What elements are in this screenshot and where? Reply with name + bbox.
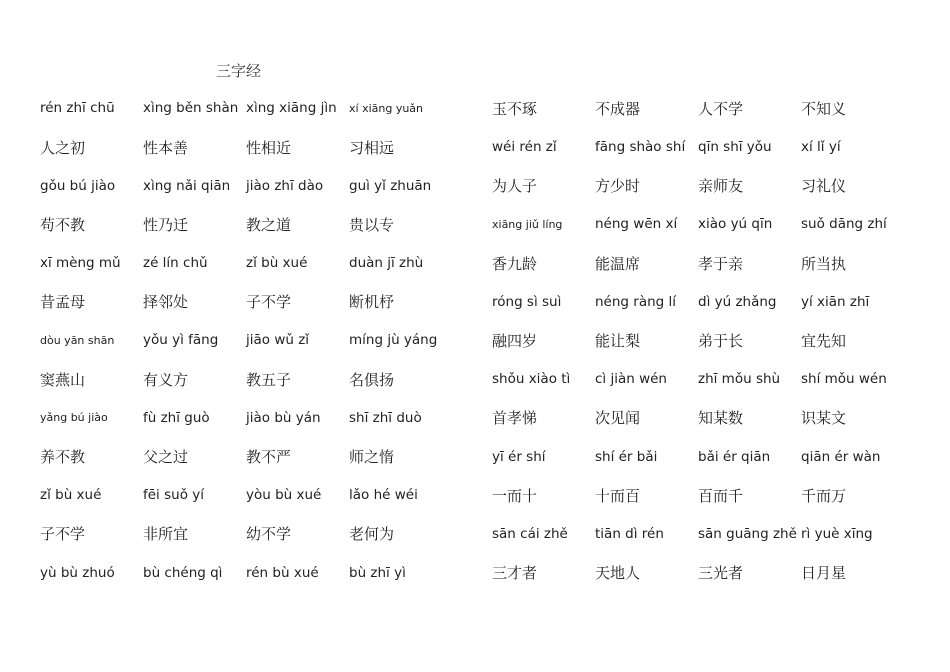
pinyin-cell: zé lín chǔ [143,255,208,272]
pinyin-cell: xí xiāng yuǎn [349,101,424,115]
pinyin-cell: yǎng bú jiào [40,411,108,425]
pinyin-cell: dì yú zhǎng [698,293,777,310]
hanzi-cell: 名俱扬 [349,370,395,389]
hanzi-cell: 天地人 [595,564,641,583]
hanzi-cell: 教之道 [246,215,292,234]
hanzi-cell: 人之初 [40,138,86,157]
pinyin-cell: xī mèng mǔ [40,255,121,272]
hanzi-cell: 次见闻 [595,409,641,428]
pinyin-cell: yòu bù xué [246,487,322,504]
pinyin-cell: shí ér bǎi [595,448,658,465]
hanzi-cell: 方少时 [595,177,641,196]
hanzi-cell: 教五子 [246,370,292,389]
hanzi-cell: 贵以专 [349,215,395,234]
pinyin-cell: qiān ér wàn [801,448,881,465]
pinyin-cell: xìng xiāng jìn [246,100,337,117]
pinyin-cell: róng sì suì [492,293,562,310]
pinyin-cell: jiāo wǔ zǐ [246,332,310,349]
pinyin-cell: rén bù xué [246,564,319,581]
pinyin-cell: sān guāng zhě [698,525,797,542]
pinyin-cell: guì yǐ zhuān [349,177,432,194]
pinyin-cell: míng jù yáng [349,332,438,349]
pinyin-cell: yǒu yì fāng [143,332,219,349]
hanzi-cell: 教不严 [246,448,292,467]
hanzi-cell: 亲师友 [698,177,744,196]
hanzi-cell: 窦燕山 [40,370,86,389]
pinyin-cell: sān cái zhě [492,525,568,542]
hanzi-cell: 习相远 [349,138,395,157]
hanzi-cell: 非所宜 [143,525,189,544]
hanzi-cell: 孝于亲 [698,254,744,273]
hanzi-cell: 三才者 [492,564,538,583]
hanzi-cell: 子不学 [246,293,292,312]
hanzi-cell: 首孝悌 [492,409,538,428]
hanzi-cell: 不成器 [595,99,641,118]
right-verse-grid [492,89,904,592]
pinyin-cell: rén zhī chū [40,100,115,117]
hanzi-cell: 知某数 [698,409,744,428]
hanzi-cell: 择邻处 [143,293,189,312]
pinyin-cell: xí lǐ yí [801,139,841,156]
pinyin-cell: tiān dì rén [595,525,664,542]
hanzi-cell: 能温席 [595,254,641,273]
hanzi-cell: 人不学 [698,99,744,118]
pinyin-cell: fāng shào shí [595,139,686,156]
pinyin-cell: bǎi ér qiān [698,448,771,465]
pinyin-cell: yù bù zhuó [40,564,115,581]
pinyin-cell: zǐ bù xué [40,487,102,504]
hanzi-cell: 一而十 [492,486,538,505]
pinyin-cell: bù chéng qì [143,564,223,581]
pinyin-cell: duàn jī zhù [349,255,424,272]
page-title: 三字经 [216,62,262,80]
pinyin-cell: lǎo hé wéi [349,487,418,504]
pinyin-cell: zǐ bù xué [246,255,308,272]
pinyin-cell: bù zhī yì [349,564,406,581]
pinyin-cell: shí mǒu wén [801,371,887,388]
pinyin-cell: shǒu xiào tì [492,371,571,388]
hanzi-cell: 千而万 [801,486,847,505]
hanzi-cell: 养不教 [40,448,86,467]
hanzi-cell: 性乃迁 [143,215,189,234]
hanzi-cell: 为人子 [492,177,538,196]
hanzi-cell: 苟不教 [40,215,86,234]
pinyin-cell: zhī mǒu shù [698,371,781,388]
pinyin-cell: xìng nǎi qiān [143,177,231,194]
pinyin-cell: cì jiàn wén [595,371,667,388]
hanzi-cell: 弟于长 [698,331,744,350]
hanzi-cell: 十而百 [595,486,641,505]
pinyin-cell: yí xiān zhī [801,293,870,310]
pinyin-cell: rì yuè xīng [801,525,873,542]
pinyin-cell: qīn shī yǒu [698,139,772,156]
hanzi-cell: 老何为 [349,525,395,544]
pinyin-cell: wéi rén zǐ [492,139,557,156]
pinyin-cell: shī zhī duò [349,409,422,426]
pinyin-cell: néng ràng lí [595,293,677,310]
hanzi-cell: 有义方 [143,370,189,389]
pinyin-cell: xìng běn shàn [143,100,239,117]
hanzi-cell: 幼不学 [246,525,292,544]
left-verse-grid [40,89,452,592]
hanzi-cell: 不知义 [801,99,847,118]
hanzi-cell: 香九龄 [492,254,538,273]
hanzi-cell: 子不学 [40,525,86,544]
pinyin-cell: jiào zhī dào [246,177,324,194]
hanzi-cell: 三光者 [698,564,744,583]
hanzi-cell: 百而千 [698,486,744,505]
hanzi-cell: 父之过 [143,448,189,467]
pinyin-cell: dòu yān shān [40,333,115,347]
hanzi-cell: 融四岁 [492,331,538,350]
hanzi-cell: 识某文 [801,409,847,428]
hanzi-cell: 日月星 [801,564,847,583]
pinyin-cell: néng wēn xí [595,216,678,233]
pinyin-cell: gǒu bú jiào [40,177,116,194]
hanzi-cell: 习礼仪 [801,177,847,196]
hanzi-cell: 昔孟母 [40,293,86,312]
pinyin-cell: fēi suǒ yí [143,487,204,504]
pinyin-cell: xiāng jiǔ líng [492,217,563,231]
pinyin-cell: suǒ dāng zhí [801,216,887,233]
hanzi-cell: 断机杼 [349,293,395,312]
pinyin-cell: fù zhī guò [143,409,210,426]
hanzi-cell: 能让梨 [595,331,641,350]
hanzi-cell: 宜先知 [801,331,847,350]
hanzi-cell: 玉不琢 [492,99,538,118]
pinyin-cell: jiào bù yán [246,409,321,426]
hanzi-cell: 性相近 [246,138,292,157]
pinyin-cell: yī ér shí [492,448,546,465]
hanzi-cell: 所当执 [801,254,847,273]
pinyin-cell: xiào yú qīn [698,216,773,233]
hanzi-cell: 师之惰 [349,448,395,467]
hanzi-cell: 性本善 [143,138,189,157]
